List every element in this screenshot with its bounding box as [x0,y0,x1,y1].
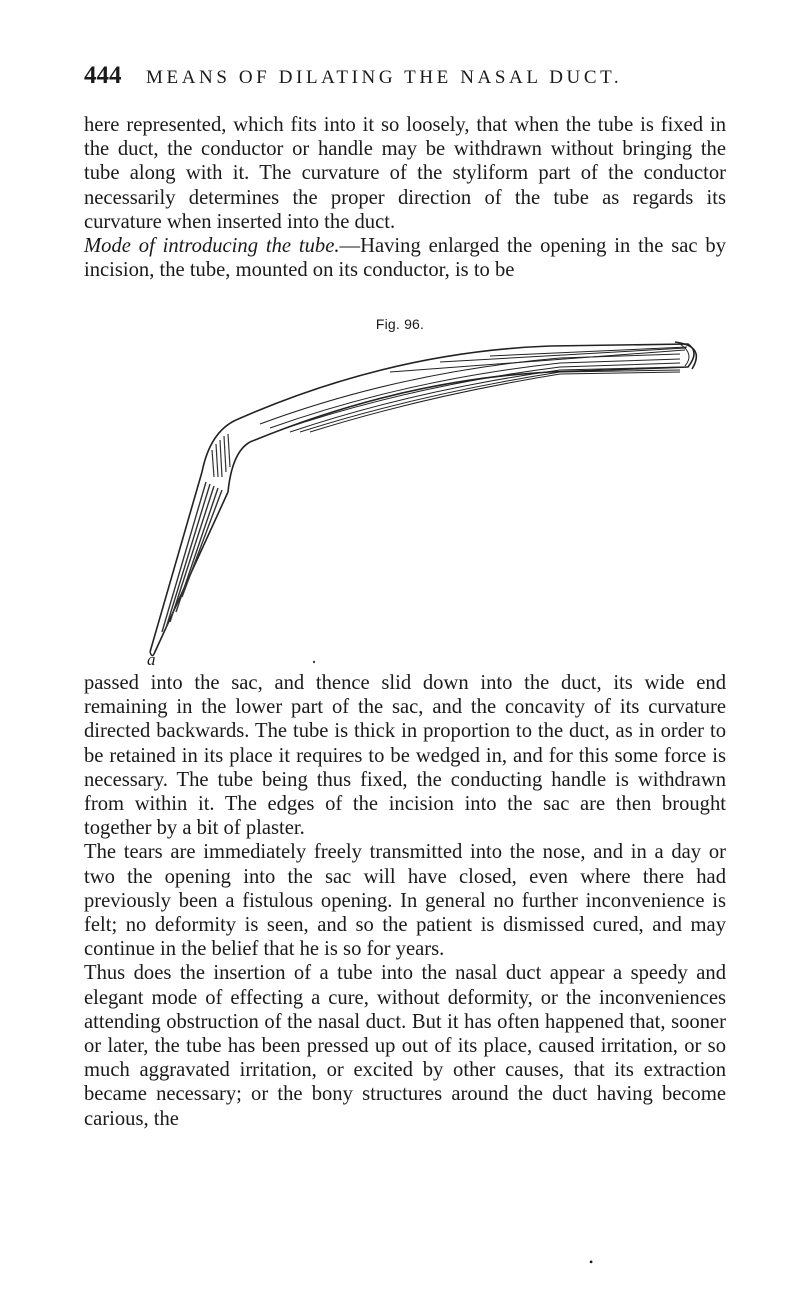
page-header [84,62,724,92]
running-title: MEANS OF DILATING THE NASAL DUCT. [146,67,623,88]
upper-text [84,113,726,282]
figure-label: a [147,650,156,669]
mode-paragraph-text: —Having enlarged the opening in the sac by incision, the tube, mounted on its conductor, is to be [84,235,726,282]
figure-96-tube-conductor-illustration [140,332,700,672]
section-heading: Mode of introducing the tube. [84,235,340,258]
figure-caption: Fig. 96. [375,316,425,332]
paragraph: here represented, which fits into it so loosely, that when the tube is fixed in the duct, the conductor or handle may be withdrawn without bringing the tube along with it. The curvature of the styliform part of the conductor necessarily determines the proper direction of the tube as regards its curvature when inserted into the duct. [84,114,726,233]
page-mark: • [589,1255,594,1269]
mode-paragraph [84,234,726,282]
lower-text [84,671,726,1131]
paragraph: Thus does the insertion of a tube into the nasal duct appear a speedy and elegant mode of effecting a cure, without deformity, or the inconveniences attending obstruction of the nasal duct. But it has often happened that, sooner or later, the tube has been pressed up out of its place, caused irritation, or so much aggravated irritation, or excited by other causes, that its extraction became necessary; or the bony structures around the duct having become carious, the [84,962,726,1130]
paragraph: The tears are immediately freely transmitted into the nose, and in a day or two the opening into the sac will have closed, even where there had previously been a fistulous opening. In general no further inconvenience is felt; no deformity is seen, and so the patient is dismissed cured, and may continue in the belief that he is so for years. [84,841,726,961]
paragraph: passed into the sac, and thence slid down into the duct, its wide end remaining in the lower part of the sac, and the concavity of its curvature directed backwards. The tube is thick in proportion to the duct, as in order to be retained in its place it requires to be wedged in, and for this some force is necessary. The tube being thus fixed, the conducting handle is withdrawn from within it. The edges of the incision into the sac are then brought together by a bit of plaster. [84,672,726,840]
page-number: 444 [84,62,122,89]
